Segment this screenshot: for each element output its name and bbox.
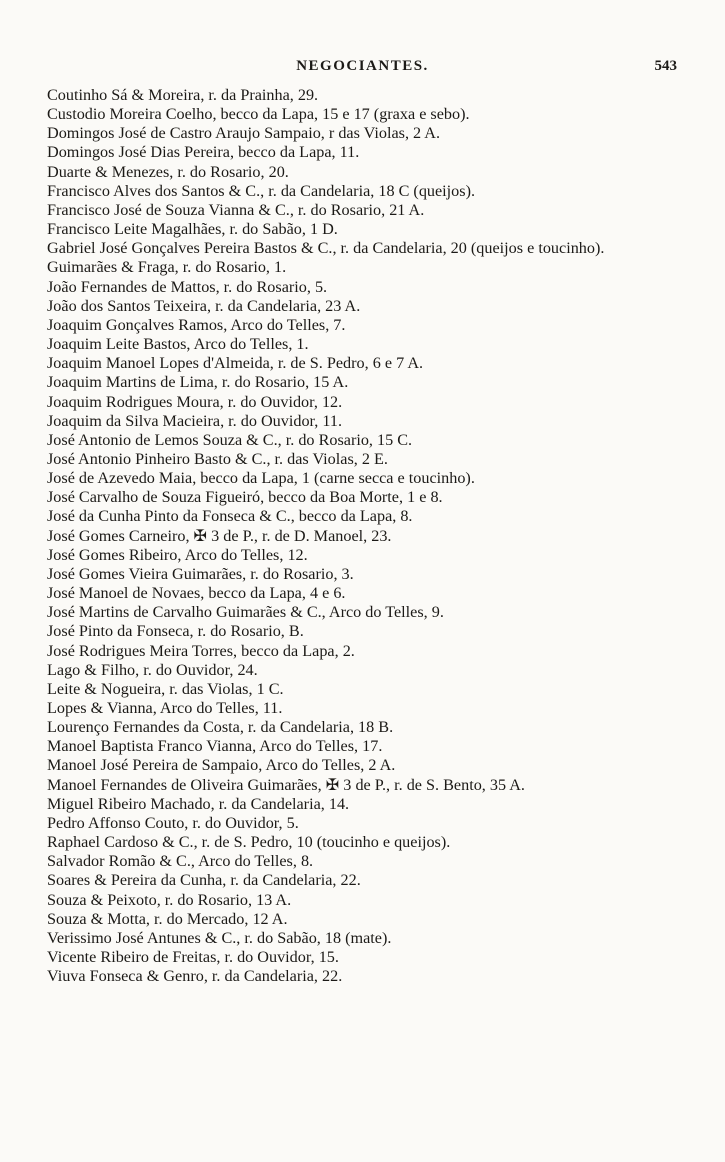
list-item: José Pinto da Fonseca, r. do Rosario, B. <box>47 622 304 641</box>
list-item: Manoel Baptista Franco Vianna, Arco do Telles, 17. <box>47 737 383 756</box>
list-item: Domingos José Dias Pereira, becco da Lapa, 11. <box>47 143 360 162</box>
list-item: Joaquim Martins de Lima, r. do Rosario, 15 A. <box>47 373 349 392</box>
list-item: Domingos José de Castro Araujo Sampaio, r das Violas, 2 A. <box>47 124 441 143</box>
list-item: José Carvalho de Souza Figueiró, becco da Boa Morte, 1 e 8. <box>47 488 443 507</box>
list-item: Guimarães & Fraga, r. do Rosario, 1. <box>47 258 287 277</box>
page-title: NEGOCIANTES. <box>296 58 429 74</box>
list-item: João dos Santos Teixeira, r. da Candelaria, 23 A. <box>47 296 361 315</box>
list-item: Souza & Motta, r. do Mercado, 12 A. <box>47 909 288 928</box>
list-item: Coutinho Sá & Moreira, r. da Prainha, 29. <box>47 86 319 104</box>
list-item: Viuva Fonseca & Genro, r. da Candelaria, 22. <box>47 967 343 986</box>
list-item: José Gomes Vieira Guimarães, r. do Rosario, 3. <box>47 564 354 583</box>
list-item: Salvador Romão & C., Arco do Telles, 8. <box>47 852 314 871</box>
list-item: Lopes & Vianna, Arco do Telles, 11. <box>47 699 283 717</box>
list-item: Joaquim da Silva Macieira, r. do Ouvidor, 11. <box>47 411 343 430</box>
merchant-list <box>47 86 687 986</box>
list-item: Joaquim Manoel Lopes d'Almeida, r. de S. Pedro, 6 e 7 A. <box>47 354 424 373</box>
list-item: Vicente Ribeiro de Freitas, r. do Ouvidor, 15. <box>47 948 339 967</box>
list-item: José Martins de Carvalho Guimarães & C., Arco do Telles, 9. <box>47 603 444 622</box>
list-item: Joaquim Gonçalves Ramos, Arco do Telles, 7. <box>47 315 346 334</box>
list-item: João Fernandes de Mattos, r. do Rosario, 5. <box>47 277 328 296</box>
list-item: José da Cunha Pinto da Fonseca & C., becco da Lapa, 8. <box>47 507 413 526</box>
list-item: Lourenço Fernandes da Costa, r. da Candelaria, 18 B. <box>47 718 394 737</box>
page-number: 543 <box>654 58 677 74</box>
list-item: Pedro Affonso Couto, r. do Ouvidor, 5. <box>47 813 299 832</box>
list-item: Joaquim Leite Bastos, Arco do Telles, 1. <box>47 335 309 354</box>
list-item: José Antonio Pinheiro Basto & C., r. das Violas, 2 E. <box>47 449 388 468</box>
list-item: José Rodrigues Meira Torres, becco da Lapa, 2. <box>47 641 355 660</box>
list-item: Leite & Nogueira, r. das Violas, 1 C. <box>47 679 284 698</box>
list-item: Custodio Moreira Coelho, becco da Lapa, 15 e 17 (graxa e sebo). <box>47 105 470 124</box>
list-item: Manoel José Pereira de Sampaio, Arco do Telles, 2 A. <box>47 756 396 775</box>
list-item: Verissimo José Antunes & C., r. do Sabão, 18 (mate). <box>47 928 392 947</box>
list-item: Francisco José de Souza Vianna & C., r. do Rosario, 21 A. <box>47 200 425 219</box>
list-item: Francisco Alves dos Santos & C., r. da Candelaria, 18 C (queijos). <box>47 181 476 200</box>
list-item: Miguel Ribeiro Machado, r. da Candelaria, 14. <box>47 794 350 813</box>
list-item: José Gomes Ribeiro, Arco do Telles, 12. <box>47 545 308 564</box>
list-item: Duarte & Menezes, r. do Rosario, 20. <box>47 162 289 181</box>
list-item: José Gomes Carneiro, ✠ 3 de P., r. de D. Manoel, 23. <box>47 526 392 545</box>
list-item: Gabriel José Gonçalves Pereira Bastos & C., r. da Candelaria, 20 (queijos e toucinho). <box>47 239 605 258</box>
page-header <box>0 58 725 82</box>
list-item: Lago & Filho, r. do Ouvidor, 24. <box>47 660 258 679</box>
list-item: José Antonio de Lemos Souza & C., r. do Rosario, 15 C. <box>47 430 413 449</box>
list-item: Soares & Pereira da Cunha, r. da Candelaria, 22. <box>47 871 361 890</box>
list-item: José de Azevedo Maia, becco da Lapa, 1 (carne secca e toucinho). <box>47 469 475 488</box>
list-item: Raphael Cardoso & C., r. de S. Pedro, 10 (toucinho e queijos). <box>47 833 451 852</box>
list-item: Francisco Leite Magalhães, r. do Sabão, 1 D. <box>47 220 338 239</box>
list-item: Souza & Peixoto, r. do Rosario, 13 A. <box>47 890 292 909</box>
list-item: Manoel Fernandes de Oliveira Guimarães, ✠ 3 de P., r. de S. Bento, 35 A. <box>47 775 525 794</box>
list-item: José Manoel de Novaes, becco da Lapa, 4 e 6. <box>47 584 346 603</box>
list-item: Joaquim Rodrigues Moura, r. do Ouvidor, 12. <box>47 392 343 411</box>
